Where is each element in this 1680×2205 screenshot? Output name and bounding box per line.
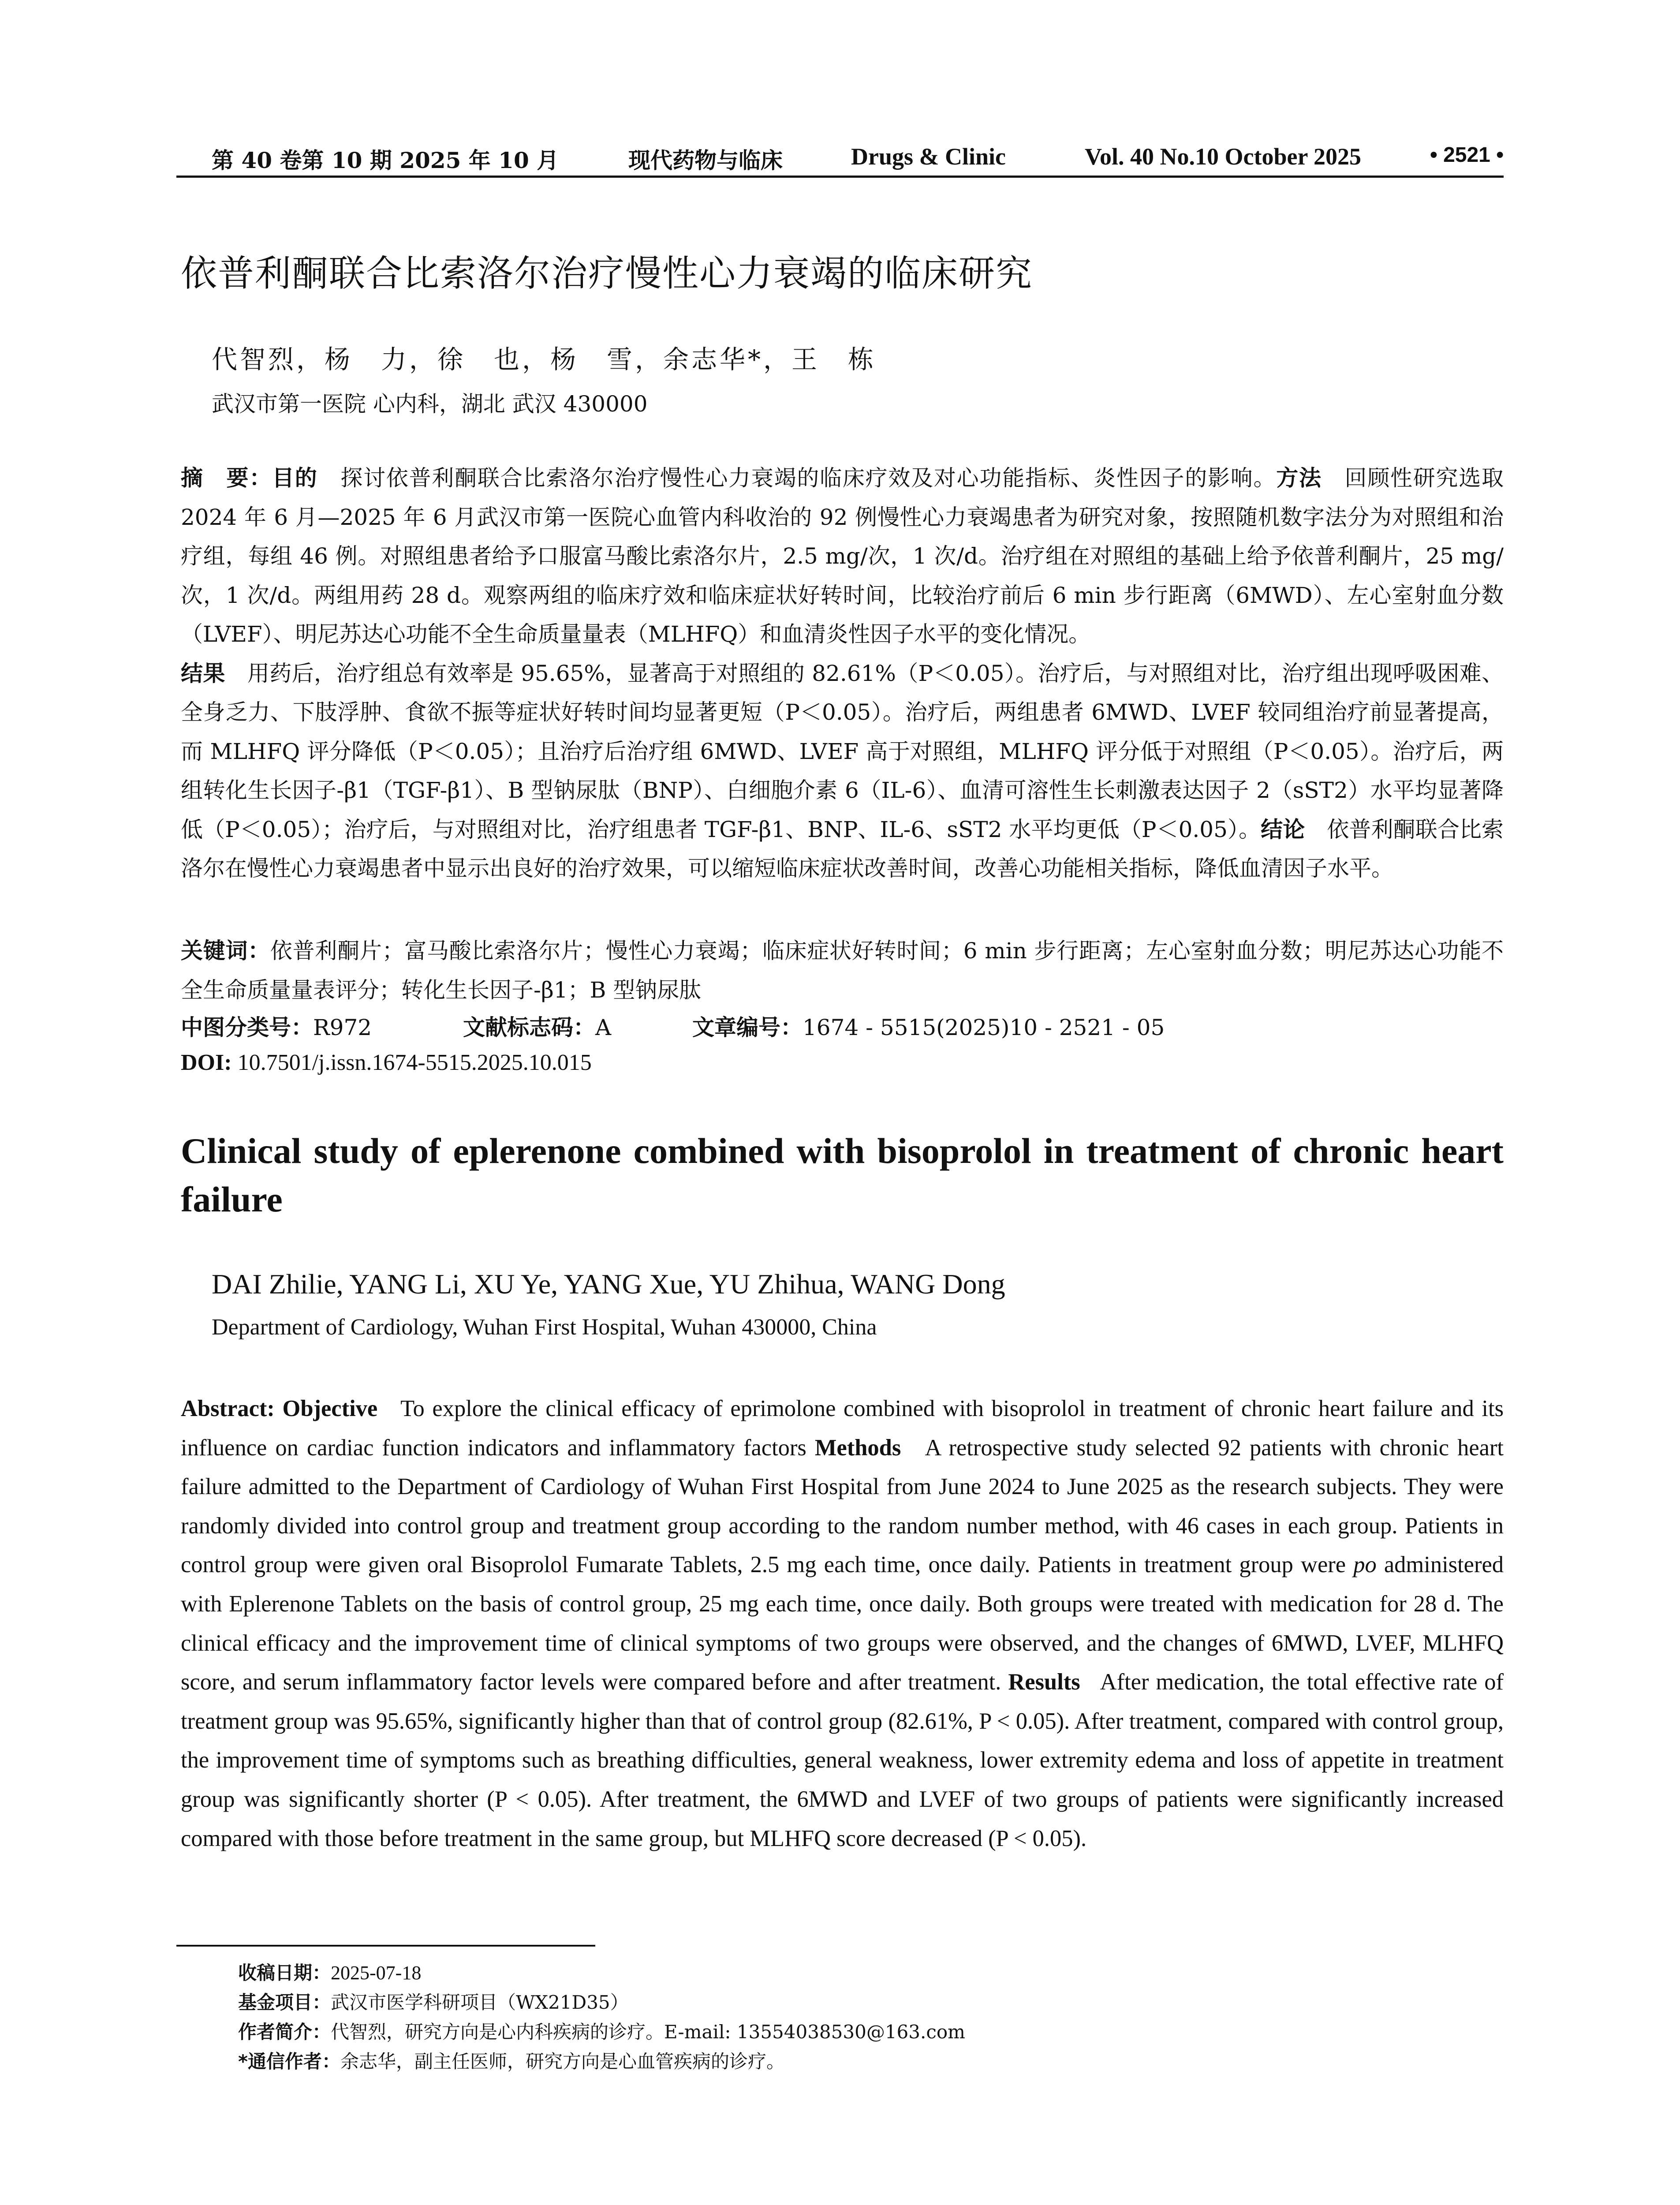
doc-code-value: A bbox=[595, 1015, 612, 1040]
header-rule bbox=[176, 176, 1504, 178]
results-label-en: Results bbox=[1008, 1669, 1080, 1695]
corresponding-text: 余志华，副主任医师，研究方向是心血管疾病的诊疗。 bbox=[340, 2051, 785, 2072]
conclusion-label-cn: 结论 bbox=[1261, 816, 1305, 842]
results-label-cn: 结果 bbox=[181, 660, 225, 686]
page-number: • 2521 • bbox=[1430, 143, 1504, 167]
keywords-text-cn: 依普利酮片；富马酸比索洛尔片；慢性心力衰竭；临床症状好转时间；6 min 步行距离；左心室射血分数；明尼苏达心功能不全生命质量量表评分；转化生长因子-β1；B 型钠尿肽 bbox=[181, 938, 1504, 1003]
footnote-received bbox=[238, 1958, 965, 1988]
objective-label-en: Objective bbox=[282, 1396, 378, 1421]
article-no-label: 文章编号： bbox=[692, 1015, 803, 1040]
conclusion-cn: 依普利酮联合比索洛尔在慢性心力衰竭患者中显示出良好的治疗效果，可以缩短临床症状改善时间，改善心功能相关指标，降低血清因子水平。 bbox=[181, 816, 1504, 881]
article-no-value: 1674 - 5515(2025)10 - 2521 - 05 bbox=[803, 1015, 1165, 1040]
authors-en: DAI Zhilie, YANG Li, XU Ye, YANG Xue, YU Zhihua, WANG Dong bbox=[212, 1268, 1005, 1300]
received-date: 2025-07-18 bbox=[331, 1962, 422, 1984]
received-label: 收稿日期： bbox=[238, 1962, 331, 1984]
abstract-en-label: Abstract: bbox=[181, 1396, 275, 1421]
author-bio-text: 代智烈，研究方向是心内科疾病的诊疗。E-mail: 13554038530@163.com bbox=[331, 2021, 965, 2043]
journal-name-cn: 现代药物与临床 bbox=[628, 147, 783, 173]
methods-en-part2: administered with Eplerenone Tablets on the basis of control group, 25 mg each time, once daily. Both groups were treated with medication for 28 d. The clinical efficacy and the improvement time of clinical symptoms of two groups were observed, and the changes of 6MWD, LVEF, MLHFQ score, and serum inflammatory factor levels were compared before and after treatment. bbox=[181, 1552, 1504, 1695]
footnotes bbox=[238, 1958, 965, 2076]
fund-text: 武汉市医学科研项目（WX21D35） bbox=[331, 1992, 629, 2013]
author-bio-label: 作者简介： bbox=[238, 2021, 331, 2043]
classification-line bbox=[181, 1010, 1165, 1042]
objective-en: To explore the clinical efficacy of eprimolone combined with bisoprolol in treatment of chronic heart failure and its influence on cardiac function indicators and inflammatory factors bbox=[181, 1396, 1504, 1461]
doi-value[interactable]: 10.7501/j.issn.1674-5515.2025.10.015 bbox=[237, 1050, 592, 1075]
results-en: After medication, the total effective rate of treatment group was 95.65%, significantly higher than that of control group (82.61%, P < 0.05). After treatment, compared with control group, the improvement time of symptoms such as breathing difficulties, general weakness, lower extremity edema and loss of appetite in treatment group was significantly shorter (P < 0.05). After treatment, the 6MWD and LVEF of two groups of patients were significantly increased compared with those before treatment in the same group, but MLHFQ score decreased (P < 0.05). bbox=[181, 1669, 1504, 1851]
journal-name-en: Drugs & Clinic bbox=[851, 143, 1006, 170]
corresponding-label: *通信作者： bbox=[238, 2051, 340, 2072]
clc-label: 中图分类号： bbox=[181, 1015, 313, 1040]
issue-en: Vol. 40 No.10 October 2025 bbox=[1085, 143, 1361, 170]
methods-label-en: Methods bbox=[814, 1435, 901, 1461]
affiliation-en: Department of Cardiology, Wuhan First Hospital, Wuhan 430000, China bbox=[212, 1315, 877, 1340]
title-en: Clinical study of eplerenone combined with bisoprolol in treatment of chronic heart failure bbox=[181, 1131, 1504, 1219]
abstract-cn bbox=[181, 459, 1504, 888]
clc-value: R972 bbox=[313, 1015, 372, 1040]
doi-line bbox=[181, 1050, 592, 1076]
objective-cn: 探讨依普利酮联合比索洛尔治疗慢性心力衰竭的临床疗效及对心功能指标、炎性因子的影响。 bbox=[340, 465, 1277, 491]
footnote-rule bbox=[176, 1945, 595, 1947]
abstract-en bbox=[181, 1389, 1504, 1858]
footnote-corresponding bbox=[238, 2047, 965, 2076]
running-header bbox=[176, 140, 1504, 176]
authors-cn: 代智烈，杨 力，徐 也，杨 雪，余志华*，王 栋 bbox=[212, 344, 877, 374]
affiliation-cn: 武汉市第一医院 心内科，湖北 武汉 430000 bbox=[212, 391, 648, 417]
keywords-cn bbox=[181, 931, 1504, 1009]
keywords-label-cn: 关键词： bbox=[181, 938, 270, 964]
methods-en-part1: A retrospective study selected 92 patients with chronic heart failure admitted to the Department of Cardiology of Wuhan First Hospital from June 2024 to June 2025 as the research subjects. They were randomly divided into control group and treatment group according to the random number method, with 46 cases in each group. Patients in control group were given oral Bisoprolol Fumarate Tablets, 2.5 mg each time, once daily. Patients in treatment group were bbox=[181, 1435, 1504, 1578]
abstract-cn-label: 摘 要： bbox=[181, 465, 273, 491]
title-cn: 依普利酮联合比索洛尔治疗慢性心力衰竭的临床研究 bbox=[181, 253, 1033, 295]
doi-label: DOI: bbox=[181, 1050, 232, 1075]
methods-en-po: po bbox=[1353, 1552, 1377, 1578]
footnote-fund bbox=[238, 1988, 965, 2017]
issue-cn: 第 40 卷第 10 期 2025 年 10 月 bbox=[212, 147, 559, 173]
fund-label: 基金项目： bbox=[238, 1992, 331, 2013]
methods-label-cn: 方法 bbox=[1276, 465, 1322, 491]
results-cn: 用药后，治疗组总有效率是 95.65%，显著高于对照组的 82.61%（P＜0.05）。治疗后，与对照组对比，治疗组出现呼吸困难、全身乏力、下肢浮肿、食欲不振等症状好转时间均显著更短（P＜0.05）。治疗后，两组患者 6MWD、LVEF 较同组治疗前显著提高，而 MLHFQ 评分降低（P＜0.05）；且治疗后治疗组 6MWD、LVEF 高于对照组，MLHFQ 评分低于对照组（P＜0.05）。治疗后，两组转化生长因子-β1（TGF-β1）、B 型钠尿肽（BNP）、白细胞介素 6（IL-6）、血清可溶性生长刺激表达因子 2（sST2）水平均显著降低（P＜0.05）；治疗后，与对照组对比，治疗组患者 TGF-β1、BNP、IL-6、sST2 水平均更低（P＜0.05）。 bbox=[181, 660, 1504, 842]
footnote-author bbox=[238, 2017, 965, 2047]
objective-label-cn: 目的 bbox=[272, 465, 318, 491]
methods-cn: 回顾性研究选取 2024 年 6 月—2025 年 6 月武汉市第一医院心血管内科收治的 92 例慢性心力衰竭患者为研究对象，按照随机数字法分为对照组和治疗组，每组 46 例。对照组患者给予口服富马酸比索洛尔片，2.5 mg/次，1 次/d。治疗组在对照组的基础上给予依普利酮片，25 mg/次，1 次/d。两组用药 28 d。观察两组的临床疗效和临床症状好转时间，比较治疗前后 6 min 步行距离（6MWD）、左心室射血分数（LVEF）、明尼苏达心功能不全生命质量量表（MLHFQ）和血清炎性因子水平的变化情况。 bbox=[181, 465, 1504, 647]
doc-code-label: 文献标志码： bbox=[463, 1015, 595, 1040]
